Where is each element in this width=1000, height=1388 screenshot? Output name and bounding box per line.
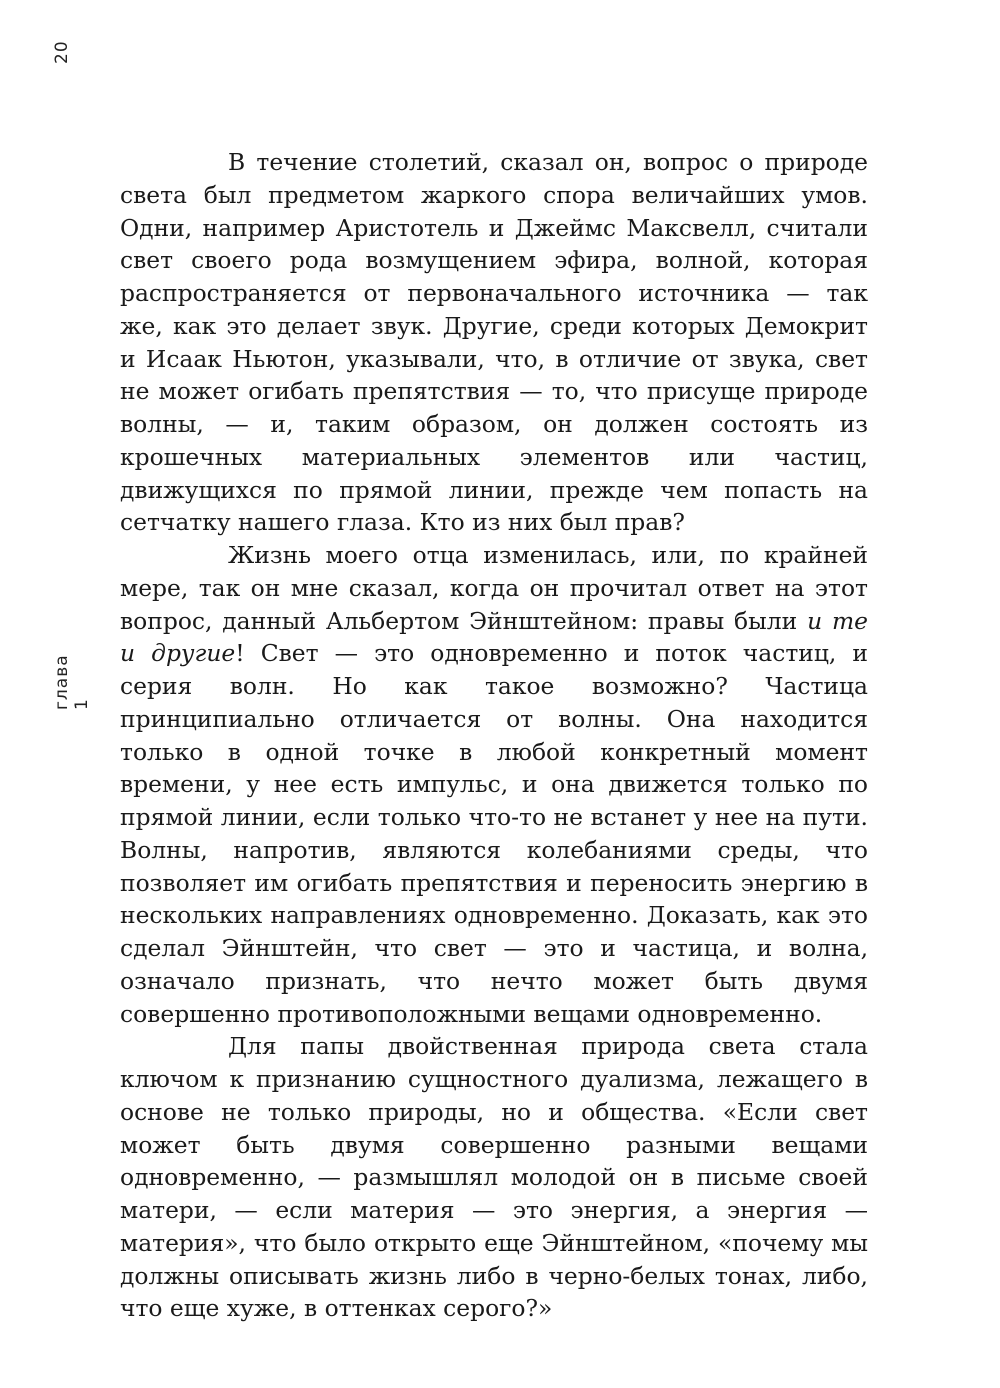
body-text	[120, 146, 868, 1325]
paragraph-2-part-2: ! Свет — это одновременно и поток частиц, и серия волн. Но как такое возможно? Частица принципиально отличается от волны. Она находится только в одной точке в любой конкретный момент времени, у нее есть импульс, и она движется только по прямой линии, если только что-то не встанет у нее на пути. Волны, напротив, являются колебаниями среды, что позволяет им огибать препятствия и переносить энергию в нескольких направлениях одновременно. Доказать, как это сделал Эйнштейн, что свет — это и частица, и волна, означало признать, что нечто может быть двумя совершенно противоположными вещами одновременно.	[120, 639, 868, 1028]
paragraph-3: Для папы двойственная природа света стала ключом к признанию сущностного дуализма, лежащего в основе не только природы, но и общества. «Если свет может быть двумя совершенно разными вещами одновременно, — размышлял молодой он в письме своей матери, — если материя — это энергия, а энергия — материя», что было открыто еще Эйнштейном, «почему мы должны описывать жизнь либо в черно-белых тонах, либо, что еще хуже, в оттенках серого?»	[120, 1032, 868, 1323]
running-head: глава 1	[52, 654, 92, 710]
paragraph-2	[120, 539, 868, 1030]
paragraph-2-italic: и те и другие	[120, 606, 868, 668]
page-number: 20	[52, 40, 72, 64]
paragraph-2-part-1: Жизнь моего отца изменилась, или, по крайней мере, так он мне сказал, когда он прочитал ответ на этот вопрос, данный Альбертом Эйнштейном: правы были	[120, 541, 868, 635]
paragraph-1: В течение столетий, сказал он, вопрос о природе света был предметом жаркого спора величайших умов. Одни, например Аристотель и Джеймс Максвелл, считали свет своего рода возмущением эфира, волной, которая распространяется от первоначального источника — так же, как это делает звук. Другие, среди которых Демокрит и Исаак Ньютон, указывали, что, в отличие от звука, свет не может огибать препятствия — то, что присуще природе волны, — и, таким образом, он должен состоять из крошечных материальных элементов или частиц, движущихся по прямой линии, прежде чем попасть на сетчатку нашего глаза. Кто из них был прав?	[120, 148, 868, 537]
